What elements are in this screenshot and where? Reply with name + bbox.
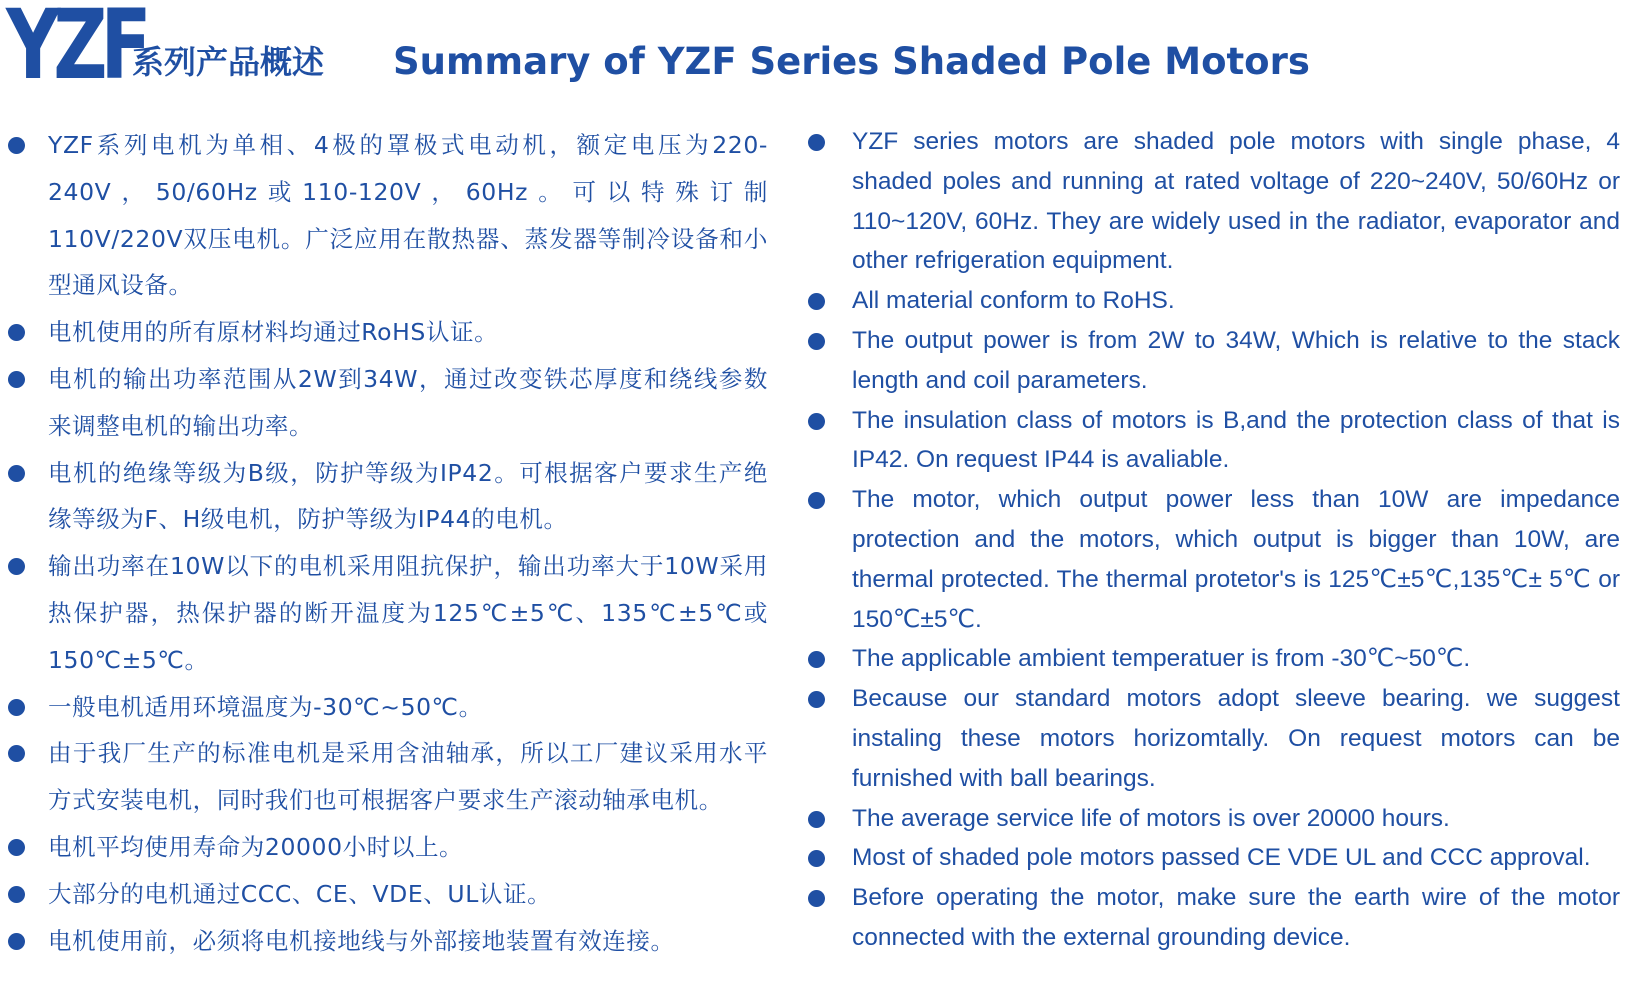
- bullet-icon: [808, 293, 825, 310]
- page-title-english: Summary of YZF Series Shaded Pole Motors: [393, 40, 1310, 83]
- bullet-icon: [808, 651, 825, 668]
- list-item-text: 一般电机适用环境温度为-30℃~50℃。: [48, 692, 483, 721]
- bullet-icon: [808, 413, 825, 430]
- list-item-text: YZF系列电机为单相、4极的罩极式电动机，额定电压为220-240V，50/60Hz或110-120V，60Hz。可以特殊订制110V/220V双压电机。广泛应用在散热器、蒸发器等制冷设备和小型通风设备。: [48, 131, 768, 300]
- list-item: [808, 838, 1620, 878]
- list-item-text: 电机使用的所有原材料均通过RoHS认证。: [48, 318, 499, 347]
- bullet-icon: [808, 811, 825, 828]
- chinese-summary-list: [8, 122, 768, 964]
- bullet-icon: [8, 933, 25, 950]
- list-item: [808, 281, 1620, 321]
- header: [6, 0, 1606, 101]
- bullet-icon: [8, 465, 25, 482]
- list-item: [808, 799, 1620, 839]
- list-item: [808, 679, 1620, 798]
- page-title-chinese: 系列产品概述: [132, 43, 325, 81]
- yzf-logo: YZF: [6, 0, 145, 101]
- list-item-text: The applicable ambient temperatuer is from -30℃~50℃.: [852, 645, 1471, 673]
- bullet-icon: [808, 890, 825, 907]
- bullet-icon: [808, 333, 825, 350]
- bullet-icon: [8, 839, 25, 856]
- list-item-text: The output power is from 2W to 34W, Which is relative to the stack length and coil parameters.: [852, 326, 1620, 394]
- list-item: [808, 401, 1620, 481]
- list-item-text: Before operating the motor, make sure the earth wire of the motor connected with the external grounding device.: [852, 884, 1620, 951]
- list-item-text: 电机的输出功率范围从2W到34W，通过改变铁芯厚度和绕线参数来调整电机的输出功率。: [48, 364, 768, 440]
- list-item: [8, 684, 768, 731]
- list-item: [8, 309, 768, 356]
- list-item: [808, 878, 1620, 958]
- list-item-text: The average service life of motors is over 20000 hours.: [852, 804, 1450, 832]
- bullet-icon: [808, 850, 825, 867]
- list-item-text: The motor, which output power less than 10W are impedance protection and the motors, which output is bigger than 10W, are thermal protected. The thermal protetor's is 125℃±5℃,135℃± 5℃ or 150℃±5℃.: [852, 486, 1620, 633]
- list-item: [8, 450, 768, 544]
- bullet-icon: [8, 699, 25, 716]
- list-item-text: 电机平均使用寿命为20000小时以上。: [48, 832, 464, 861]
- list-item: [8, 918, 768, 965]
- bullet-icon: [808, 691, 825, 708]
- list-item-text: All material conform to RoHS.: [852, 287, 1175, 315]
- bullet-icon: [8, 371, 25, 388]
- bullet-icon: [8, 745, 25, 762]
- bullet-icon: [808, 134, 825, 151]
- list-item: [808, 321, 1620, 401]
- list-item-text: Most of shaded pole motors passed CE VDE UL and CCC approval.: [852, 844, 1591, 872]
- list-item-text: Because our standard motors adopt sleeve bearing. we suggest instaling these motors horizomtally. On request motors can be furnished with ball bearings.: [852, 685, 1620, 792]
- list-item: [8, 356, 768, 450]
- list-item: [808, 639, 1620, 679]
- bullet-icon: [808, 492, 825, 509]
- list-item: [808, 122, 1620, 281]
- bullet-icon: [8, 324, 25, 341]
- list-item: [8, 871, 768, 918]
- list-item: [8, 730, 768, 824]
- english-summary-list: [808, 122, 1620, 958]
- list-item-text: 输出功率在10W以下的电机采用阻抗保护，输出功率大于10W采用热保护器，热保护器的断开温度为125℃±5℃、135℃±5℃或150℃±5℃。: [48, 552, 768, 674]
- list-item-text: 电机使用前，必须将电机接地线与外部接地装置有效连接。: [48, 926, 675, 955]
- list-item: [808, 480, 1620, 639]
- list-item-text: YZF series motors are shaded pole motors with single phase, 4 shaded poles and running at rated voltage of 220~240V, 50/60Hz or 110~120V, 60Hz. They are widely used in the radiator, evaporator and other refrigeration equipment.: [852, 128, 1620, 275]
- list-item: [8, 122, 768, 309]
- list-item-text: The insulation class of motors is B,and the protection class of that is IP42. On request IP44 is avaliable.: [852, 406, 1620, 474]
- list-item-text: 电机的绝缘等级为B级，防护等级为IP42。可根据客户要求生产绝缘等级为F、H级电机，防护等级为IP44的电机。: [48, 458, 768, 534]
- list-item-text: 大部分的电机通过CCC、CE、VDE、UL认证。: [48, 879, 552, 908]
- bullet-icon: [8, 558, 25, 575]
- list-item: [8, 543, 768, 683]
- bullet-icon: [8, 137, 25, 154]
- list-item-text: 由于我厂生产的标准电机是采用含油轴承，所以工厂建议采用水平方式安装电机，同时我们也可根据客户要求生产滚动轴承电机。: [48, 739, 768, 815]
- bullet-icon: [8, 886, 25, 903]
- list-item: [8, 824, 768, 871]
